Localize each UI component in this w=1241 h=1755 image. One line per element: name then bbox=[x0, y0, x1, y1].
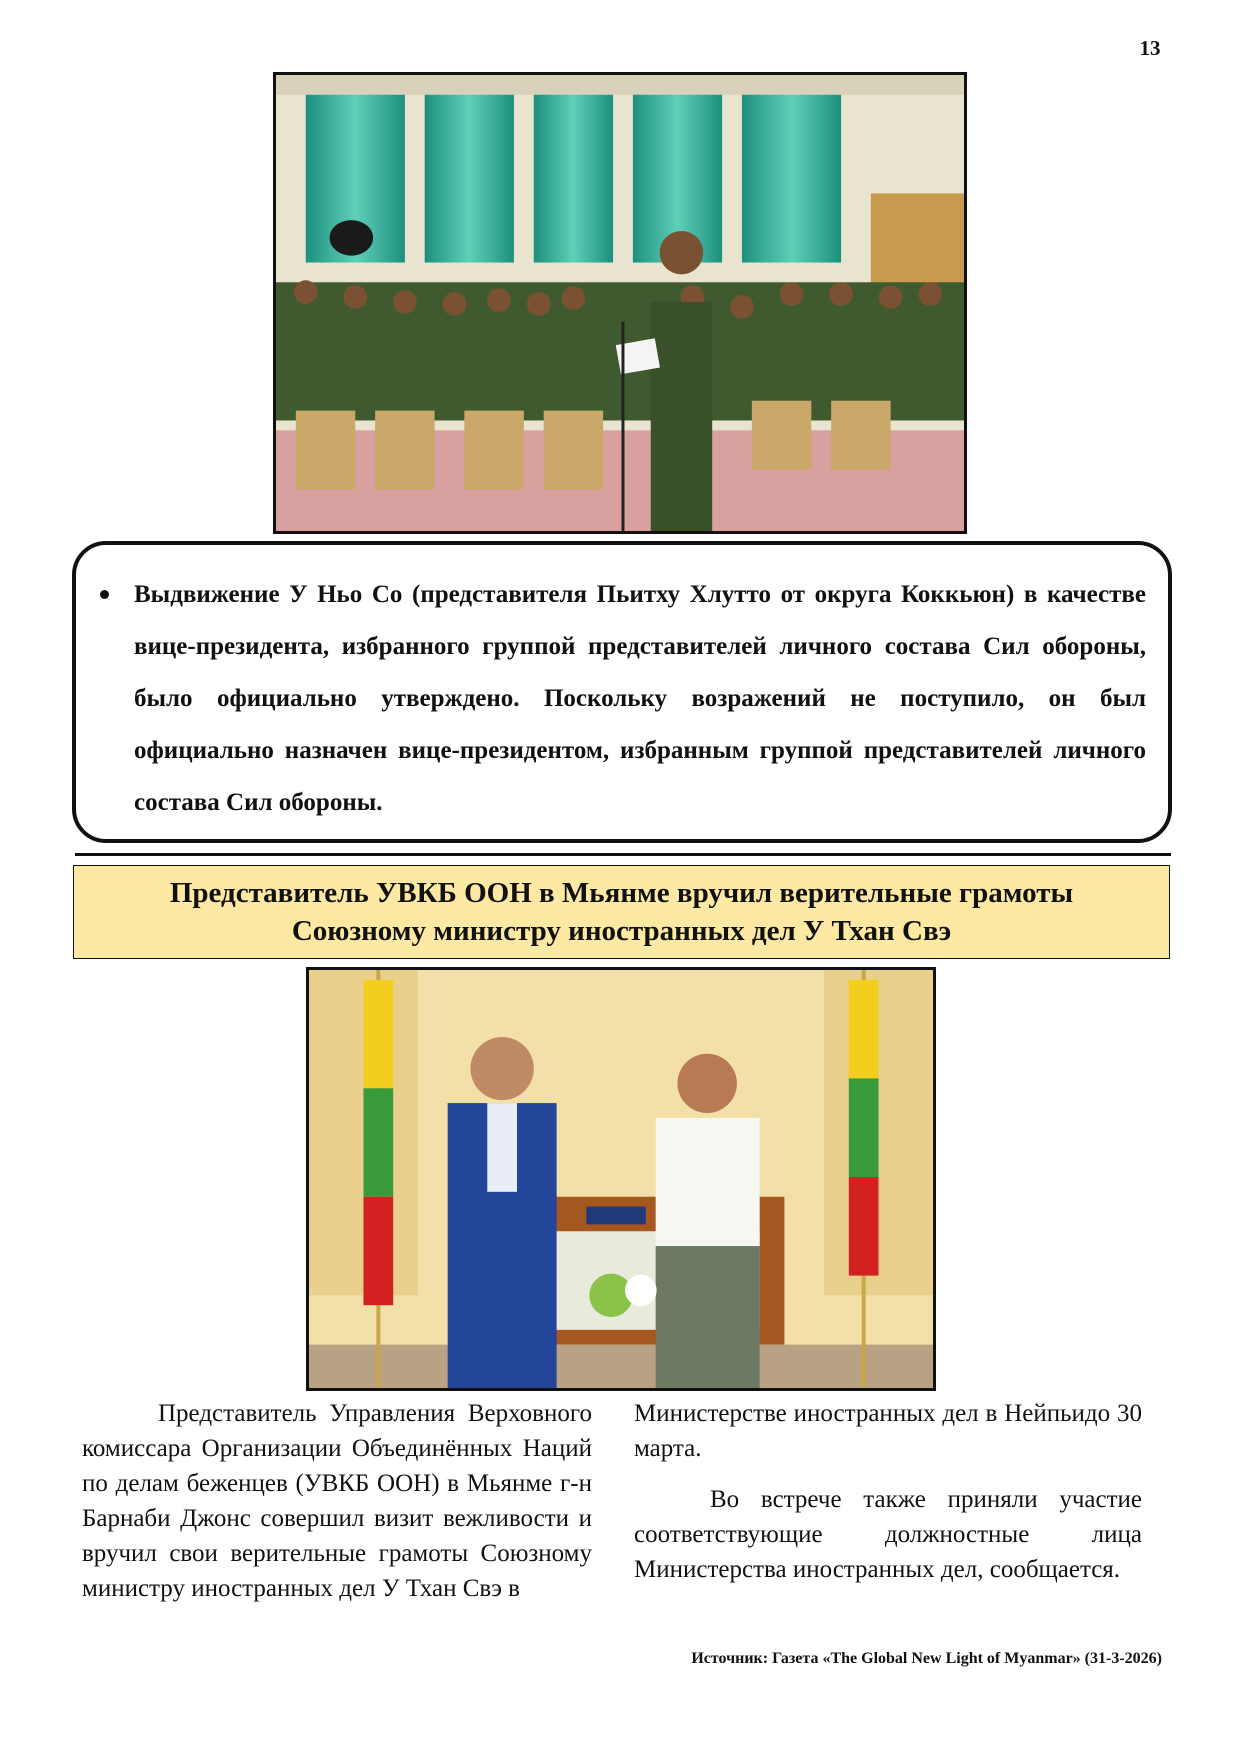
source-citation: Источник: Газета «The Global New Light of Myanmar» (31-3-2026) bbox=[691, 1650, 1162, 1667]
resolution-box bbox=[72, 541, 1172, 843]
headline-line-1: Представитель УВКБ ООН в Мьянме вручил верительные грамоты bbox=[169, 877, 1074, 909]
article-right-column bbox=[634, 1396, 1142, 1587]
article-paragraph-2: Во встрече также приняли участие соответствующие должностные лица Министерства иностранных дел, сообщается. bbox=[634, 1486, 1142, 1583]
credentials-photo bbox=[306, 967, 936, 1391]
headline-line-2: Союзному министру иностранных дел У Тхан Свэ bbox=[291, 915, 952, 947]
article-paragraph-1-continued: Министерстве иностранных дел в Нейпьидо 30 марта. bbox=[634, 1400, 1142, 1462]
assembly-photo bbox=[273, 72, 967, 534]
article-paragraph-1: Представитель Управления Верховного комиссара Организации Объединённых Наций по делам беженцев (УВКБ ООН) в Мьянме г-н Барнаби Джонс совершил визит вежливости и вручил свои верительные грамоты Союзному министру иностранных дел У Тхан Свэ в bbox=[82, 1400, 592, 1602]
page-number: 13 bbox=[1139, 36, 1161, 60]
article-headline bbox=[73, 865, 1170, 959]
bullet-icon bbox=[100, 590, 109, 599]
credentials-photo-illustration bbox=[309, 970, 933, 1388]
assembly-photo-illustration bbox=[276, 75, 964, 531]
section-divider bbox=[75, 853, 1171, 856]
resolution-text: Выдвижение У Ньо Со (представителя Пьитху Хлутто от округа Коккьюн) в качестве вице-президента, избранного группой представителей личного состава Сил обороны, было официально утверждено. Поскольку возражений не поступило, он был официально назначен вице-президентом, избранным группой представителей личного состава Сил обороны. bbox=[134, 581, 1146, 816]
article-left-column bbox=[82, 1396, 592, 1606]
